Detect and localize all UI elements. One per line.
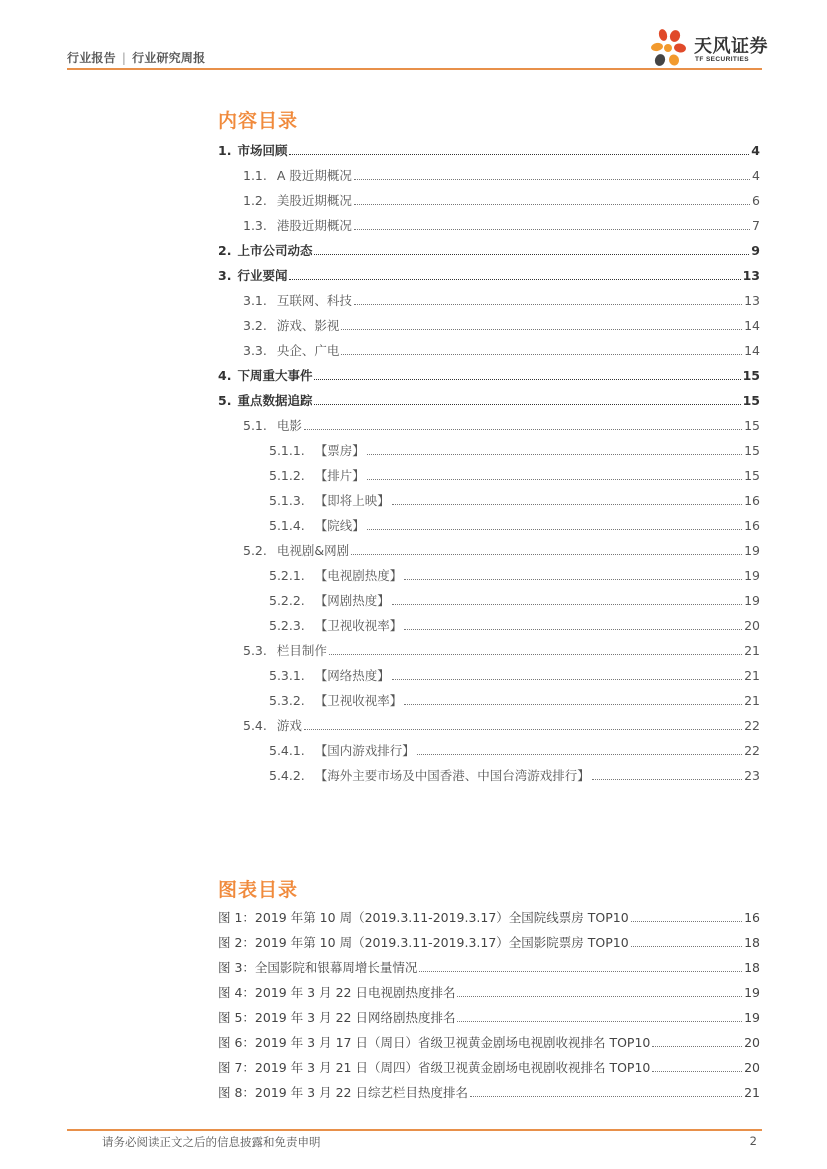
figure-entry-label: 图 8：2019 年 3 月 22 日综艺栏目热度排名 bbox=[218, 1085, 468, 1100]
toc-entry-page: 4 bbox=[752, 168, 760, 183]
dot-leader bbox=[652, 1070, 742, 1072]
toc-entry-label: 市场回顾 bbox=[237, 143, 288, 158]
toc-entry[interactable] bbox=[269, 614, 760, 634]
toc-entry[interactable] bbox=[243, 339, 760, 359]
toc-entry[interactable] bbox=[243, 164, 760, 184]
toc-entry-label: 【海外主要市场及中国香港、中国台湾游戏排行】 bbox=[314, 768, 590, 783]
toc-entry-page: 21 bbox=[744, 693, 760, 708]
toc-entry-page: 23 bbox=[744, 768, 760, 783]
figure-entry-page: 18 bbox=[744, 935, 760, 950]
toc-entry[interactable] bbox=[218, 264, 760, 284]
disclaimer-text: 请务必阅读正文之后的信息披露和免责申明 bbox=[102, 1135, 321, 1149]
figure-entry[interactable] bbox=[218, 1031, 760, 1051]
dot-leader bbox=[289, 153, 749, 155]
toc-entry[interactable] bbox=[243, 639, 760, 659]
figure-entry[interactable] bbox=[218, 931, 760, 951]
toc-entry-label: 电视剧&网剧 bbox=[276, 543, 350, 558]
report-category bbox=[67, 49, 205, 66]
dot-leader bbox=[354, 228, 750, 230]
toc-entry-number: 3.3. bbox=[243, 343, 267, 358]
toc-entry-label: 下周重大事件 bbox=[237, 368, 313, 383]
dot-leader bbox=[652, 1045, 742, 1047]
toc-entry-label: 【院线】 bbox=[314, 518, 365, 533]
toc-entry-label: 【卫视收视率】 bbox=[314, 618, 403, 633]
toc-entry-number: 1.3. bbox=[243, 218, 267, 233]
toc-entry[interactable] bbox=[243, 314, 760, 334]
toc-entry-number: 5.1.3. bbox=[269, 493, 305, 508]
dot-leader bbox=[631, 920, 742, 922]
dot-leader bbox=[341, 328, 742, 330]
figure-entry-label: 图 2：2019 年第 10 周（2019.3.11-2019.3.17）全国影院票房 TOP10 bbox=[218, 935, 629, 950]
dot-leader bbox=[392, 503, 742, 505]
toc-entry[interactable] bbox=[269, 439, 760, 459]
dot-leader bbox=[392, 603, 742, 605]
toc-entry-page: 16 bbox=[744, 493, 760, 508]
toc-entry-number: 5.3.1. bbox=[269, 668, 305, 683]
toc-entry-page: 15 bbox=[744, 443, 760, 458]
company-logo bbox=[648, 26, 773, 72]
dot-leader bbox=[457, 995, 742, 997]
toc-entry-label: 【票房】 bbox=[314, 443, 365, 458]
dot-leader bbox=[314, 253, 749, 255]
toc-entry-label: 【即将上映】 bbox=[314, 493, 390, 508]
toc-entry[interactable] bbox=[243, 189, 760, 209]
toc-entry-page: 16 bbox=[744, 518, 760, 533]
dot-leader bbox=[314, 378, 740, 380]
toc-entry-label: 【网络热度】 bbox=[314, 668, 390, 683]
toc-entry-label: 港股近期概况 bbox=[276, 218, 352, 233]
toc-entry-page: 21 bbox=[744, 668, 760, 683]
toc-entry-page: 7 bbox=[752, 218, 760, 233]
toc-entry-label: 【网剧热度】 bbox=[314, 593, 390, 608]
toc-entry-number: 5.1.1. bbox=[269, 443, 305, 458]
toc-entry[interactable] bbox=[218, 389, 760, 409]
figure-entry[interactable] bbox=[218, 981, 760, 1001]
toc-entry-page: 9 bbox=[751, 243, 760, 258]
dot-leader bbox=[631, 945, 742, 947]
dot-leader bbox=[341, 353, 742, 355]
toc-entry-number: 2. bbox=[218, 243, 232, 258]
toc-entry-label: 上市公司动态 bbox=[237, 243, 313, 258]
toc-title: 内容目录 bbox=[218, 110, 299, 132]
toc-entry-page: 20 bbox=[744, 618, 760, 633]
toc-entry-page: 15 bbox=[744, 468, 760, 483]
logo-chinese-name: 天风证券 bbox=[694, 36, 768, 57]
toc-entry-number: 5.2.3. bbox=[269, 618, 305, 633]
figure-entry-page: 20 bbox=[744, 1060, 760, 1075]
dot-leader bbox=[304, 728, 742, 730]
dot-leader bbox=[351, 553, 742, 555]
figure-entry-page: 18 bbox=[744, 960, 760, 975]
report-subtype-label: 行业研究周报 bbox=[132, 51, 206, 65]
toc-entry-page: 13 bbox=[742, 268, 760, 283]
toc-entry[interactable] bbox=[243, 214, 760, 234]
dot-leader bbox=[314, 403, 740, 405]
toc-entry-number: 3.1. bbox=[243, 293, 267, 308]
header-separator: | bbox=[121, 51, 127, 65]
logo-english-name: TF SECURITIES bbox=[695, 56, 749, 63]
dot-leader bbox=[404, 703, 742, 705]
toc-entry[interactable] bbox=[269, 689, 760, 709]
figure-entry[interactable] bbox=[218, 906, 760, 926]
dot-leader bbox=[367, 453, 742, 455]
dot-leader bbox=[289, 278, 740, 280]
toc-entry-number: 5.1. bbox=[243, 418, 267, 433]
toc-entry-number: 5.4. bbox=[243, 718, 267, 733]
figure-entry-label: 图 5：2019 年 3 月 22 日网络剧热度排名 bbox=[218, 1010, 456, 1025]
dot-leader bbox=[329, 653, 742, 655]
toc-entry-label: 电影 bbox=[276, 418, 302, 433]
figure-entry-page: 19 bbox=[744, 1010, 760, 1025]
figure-entry-page: 19 bbox=[744, 985, 760, 1000]
toc-entry-number: 4. bbox=[218, 368, 232, 383]
figure-entry-label: 图 1：2019 年第 10 周（2019.3.11-2019.3.17）全国院线票房 TOP10 bbox=[218, 910, 629, 925]
toc-entry-page: 15 bbox=[742, 368, 760, 383]
toc-entry-number: 5.2.2. bbox=[269, 593, 305, 608]
figure-entry[interactable] bbox=[218, 1006, 760, 1026]
toc-entry-page: 19 bbox=[744, 543, 760, 558]
toc-entry-number: 3. bbox=[218, 268, 232, 283]
toc-entry-number: 5.4.1. bbox=[269, 743, 305, 758]
toc-entry-page: 6 bbox=[752, 193, 760, 208]
toc-entry[interactable] bbox=[218, 239, 760, 259]
dot-leader bbox=[354, 203, 750, 205]
toc-entry-label: 【排片】 bbox=[314, 468, 365, 483]
dot-leader bbox=[367, 528, 742, 530]
dot-leader bbox=[404, 628, 742, 630]
toc-entry-page: 21 bbox=[744, 643, 760, 658]
toc-entry-page: 4 bbox=[751, 143, 760, 158]
toc-entry-number: 1. bbox=[218, 143, 232, 158]
figure-entry-label: 图 4：2019 年 3 月 22 日电视剧热度排名 bbox=[218, 985, 456, 1000]
toc-entry-label: 游戏 bbox=[276, 718, 302, 733]
toc-entry-page: 19 bbox=[744, 593, 760, 608]
figure-entry-label: 图 7：2019 年 3 月 21 日（周四）省级卫视黄金剧场电视剧收视排名 TOP10 bbox=[218, 1060, 651, 1075]
toc-entry-page: 14 bbox=[744, 318, 760, 333]
toc-entry[interactable] bbox=[269, 739, 760, 759]
toc-entry-number: 5.3. bbox=[243, 643, 267, 658]
figure-entry[interactable] bbox=[218, 1081, 760, 1101]
toc-entry-number: 1.1. bbox=[243, 168, 267, 183]
toc-entry-label: 行业要闻 bbox=[237, 268, 288, 283]
figure-entry-page: 21 bbox=[744, 1085, 760, 1100]
toc-entry[interactable] bbox=[243, 539, 760, 559]
toc-entry-number: 5.3.2. bbox=[269, 693, 305, 708]
dot-leader bbox=[392, 678, 742, 680]
dot-leader bbox=[304, 428, 742, 430]
toc-entry-label: 游戏、影视 bbox=[276, 318, 340, 333]
dot-leader bbox=[404, 578, 742, 580]
header-divider bbox=[67, 68, 762, 70]
report-type-label: 行业报告 bbox=[67, 51, 116, 65]
toc-entry-number: 3.2. bbox=[243, 318, 267, 333]
figure-entry[interactable] bbox=[218, 956, 760, 976]
toc-entry-label: 【国内游戏排行】 bbox=[314, 743, 415, 758]
toc-entry-number: 5.4.2. bbox=[269, 768, 305, 783]
dot-leader bbox=[417, 753, 742, 755]
dot-leader bbox=[470, 1095, 742, 1097]
toc-entry[interactable] bbox=[218, 364, 760, 384]
figure-entry-page: 20 bbox=[744, 1035, 760, 1050]
toc-entry-page: 22 bbox=[744, 743, 760, 758]
toc-entry-label: 互联网、科技 bbox=[276, 293, 352, 308]
toc-entry-number: 5. bbox=[218, 393, 232, 408]
figure-entry-label: 图 6：2019 年 3 月 17 日（周日）省级卫视黄金剧场电视剧收视排名 TOP10 bbox=[218, 1035, 651, 1050]
toc-entry-label: 重点数据追踪 bbox=[237, 393, 313, 408]
toc-entry-label: 美股近期概况 bbox=[276, 193, 352, 208]
footer-divider bbox=[67, 1129, 762, 1131]
toc-entry[interactable] bbox=[269, 514, 760, 534]
toc-entry[interactable] bbox=[269, 564, 760, 584]
toc-entry-page: 19 bbox=[744, 568, 760, 583]
toc-entry[interactable] bbox=[269, 489, 760, 509]
toc-entry-label: 央企、广电 bbox=[276, 343, 340, 358]
toc-entry-label: 【电视剧热度】 bbox=[314, 568, 403, 583]
dot-leader bbox=[354, 178, 750, 180]
figure-entry-label: 图 3：全国影院和银幕周增长量情况 bbox=[218, 960, 418, 975]
toc-entry-number: 5.2.1. bbox=[269, 568, 305, 583]
dot-leader bbox=[354, 303, 742, 305]
toc-entry-number: 5.1.4. bbox=[269, 518, 305, 533]
toc-entry-page: 13 bbox=[744, 293, 760, 308]
toc-entry-page: 15 bbox=[742, 393, 760, 408]
toc-entry[interactable] bbox=[269, 589, 760, 609]
toc-entry-label: 栏目制作 bbox=[276, 643, 327, 658]
figure-entry-page: 16 bbox=[744, 910, 760, 925]
toc-entry[interactable] bbox=[269, 464, 760, 484]
page-number: 2 bbox=[749, 1134, 757, 1148]
toc-entry-page: 14 bbox=[744, 343, 760, 358]
toc-entry-page: 15 bbox=[744, 418, 760, 433]
dot-leader bbox=[367, 478, 742, 480]
toc-entry-number: 1.2. bbox=[243, 193, 267, 208]
toc-entry-number: 5.2. bbox=[243, 543, 267, 558]
dot-leader bbox=[419, 970, 742, 972]
toc-entry[interactable] bbox=[243, 714, 760, 734]
dot-leader bbox=[457, 1020, 742, 1022]
toc-entry[interactable] bbox=[218, 139, 760, 159]
toc-entry-page: 22 bbox=[744, 718, 760, 733]
toc-entry-number: 5.1.2. bbox=[269, 468, 305, 483]
toc-entry[interactable] bbox=[269, 764, 760, 784]
toc-entry-label: 【卫视收视率】 bbox=[314, 693, 403, 708]
logo-flower-icon bbox=[648, 26, 694, 72]
toc-entry[interactable] bbox=[269, 664, 760, 684]
toc-entry[interactable] bbox=[243, 414, 760, 434]
toc-entry[interactable] bbox=[243, 289, 760, 309]
dot-leader bbox=[592, 778, 742, 780]
figure-list-title: 图表目录 bbox=[218, 879, 299, 901]
figure-entry[interactable] bbox=[218, 1056, 760, 1076]
toc-entry-label: A 股近期概况 bbox=[276, 168, 352, 183]
